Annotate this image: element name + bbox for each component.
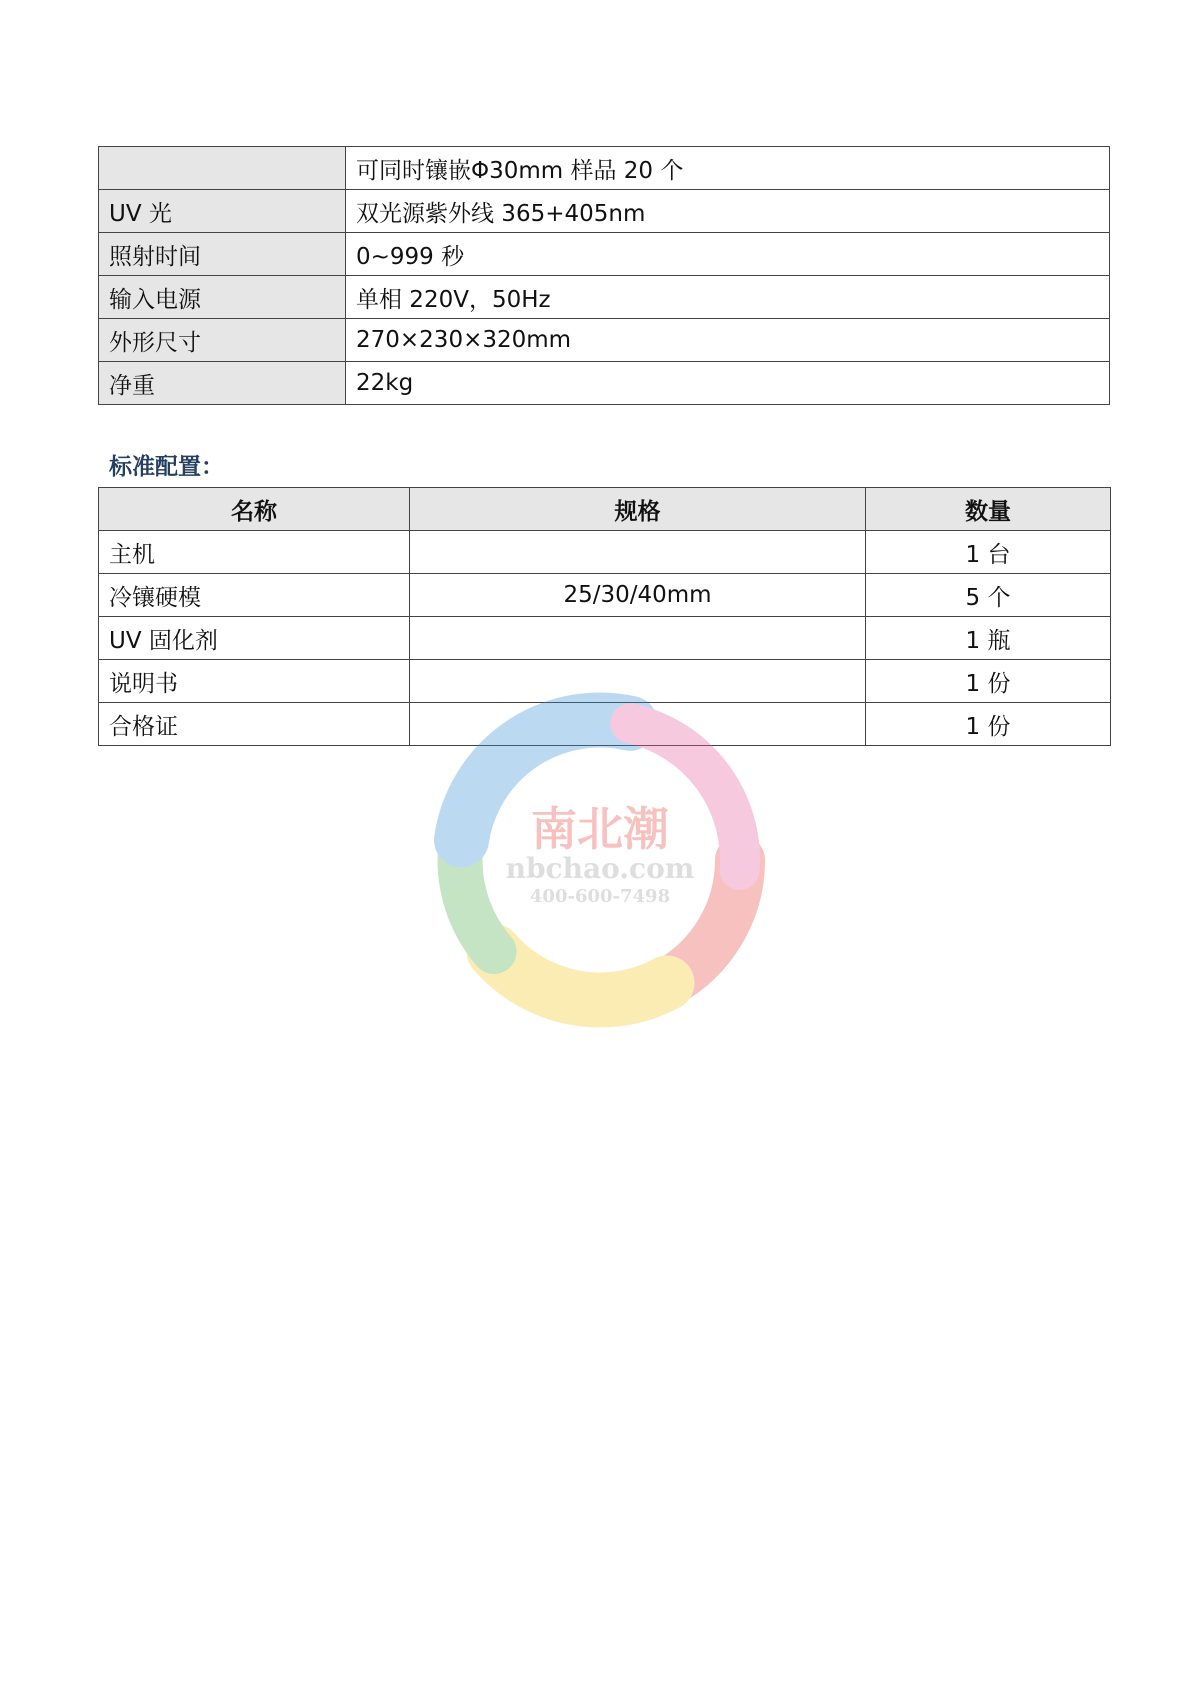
spec-label: UV 光: [99, 190, 346, 233]
config-table: [98, 487, 1111, 746]
item-spec: [410, 531, 866, 574]
paint-splash-ring-icon: [460, 720, 740, 1000]
spec-value: 单相 220V，50Hz: [346, 276, 1110, 319]
column-header-quantity: 数量: [866, 488, 1111, 531]
table-row: [99, 660, 1111, 703]
spec-row: [99, 276, 1110, 319]
item-quantity: 1 瓶: [866, 617, 1111, 660]
table-row: [99, 703, 1111, 746]
spec-label: 输入电源: [99, 276, 346, 319]
item-name: 说明书: [99, 660, 410, 703]
item-quantity: 1 份: [866, 703, 1111, 746]
spec-row: [99, 147, 1110, 190]
spec-row: [99, 362, 1110, 405]
section-title-standard-config: 标准配置：: [109, 454, 224, 480]
watermark-phone: 400-600-7498: [529, 886, 671, 907]
splash-green: [460, 720, 740, 1000]
watermark-site: nbchao.com: [505, 852, 695, 885]
item-spec: [410, 703, 866, 746]
item-name: 合格证: [99, 703, 410, 746]
spec-value: 22kg: [346, 362, 1110, 405]
spec-value: 270×230×320mm: [346, 319, 1110, 362]
spec-value: 双光源紫外线 365+405nm: [346, 190, 1110, 233]
table-row: [99, 574, 1111, 617]
spec-value: 0~999 秒: [346, 233, 1110, 276]
item-quantity: 5 个: [866, 574, 1111, 617]
splash-pink: [460, 720, 740, 1000]
item-quantity: 1 份: [866, 660, 1111, 703]
item-spec: [410, 617, 866, 660]
spec-label: [99, 147, 346, 190]
item-name: UV 固化剂: [99, 617, 410, 660]
item-name: 冷镶硬模: [99, 574, 410, 617]
spec-row: [99, 190, 1110, 233]
config-header-row: [99, 488, 1111, 531]
spec-table: [98, 146, 1110, 405]
spec-value: 可同时镶嵌Φ30mm 样品 20 个: [346, 147, 1110, 190]
item-spec: [410, 660, 866, 703]
splash-blue: [460, 720, 740, 1000]
spec-row: [99, 233, 1110, 276]
column-header-name: 名称: [99, 488, 410, 531]
column-header-spec: 规格: [410, 488, 866, 531]
spec-label: 净重: [99, 362, 346, 405]
watermark-brand: 南北潮: [531, 802, 669, 856]
table-row: [99, 617, 1111, 660]
item-spec: 25/30/40mm: [410, 574, 866, 617]
splash-red: [460, 720, 740, 1000]
item-name: 主机: [99, 531, 410, 574]
splash-yellow: [460, 720, 740, 1000]
spec-label: 外形尺寸: [99, 319, 346, 362]
item-quantity: 1 台: [866, 531, 1111, 574]
spec-label: 照射时间: [99, 233, 346, 276]
spec-row: [99, 319, 1110, 362]
table-row: [99, 531, 1111, 574]
